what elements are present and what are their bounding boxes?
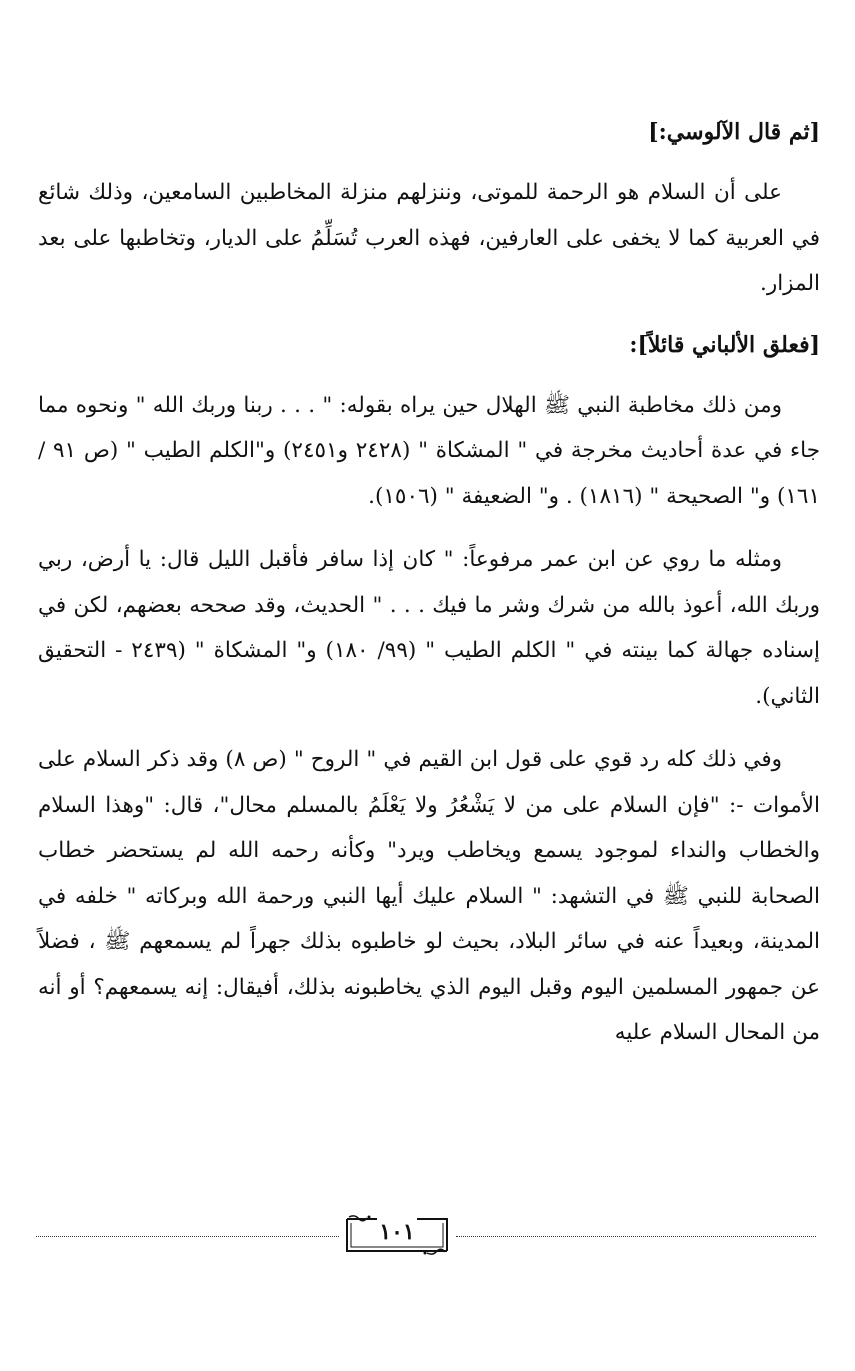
page-footer [36,1213,816,1263]
page-number: ١٠١ [379,1219,415,1245]
footer-divider-left [36,1236,339,1237]
paragraph-ibn-umar-hadith: ومثله ما روي عن ابن عمر مرفوعاً: " كان إذا سافر فأقبل الليل قال: يا أرض، ربي وربك الله، أعوذ بالله من شرك وشر ما فيك . . . " الحديث، وقد صححه بعضهم، لكن في إسناده جهالة كما بينته في " الكلم الطيب " (٩٩/ ١٨٠) و" المشكاة " (٢٤٣٩ - التحقيق الثاني). [38,547,821,709]
paragraph-ibn-qayyim-rebuttal: وفي ذلك كله رد قوي على قول ابن القيم في " الروح " (ص ٨) وقد ذكر السلام على الأموات -: "فإن السلام على من لا يَشْعُرُ ولا يَعْلَمُ بالمسلم محال"، قال: "وهذا السلام والخطاب والنداء لموجود يسمع ويخاطب ويرد" وكأنه رحمه الله لم يستحضر خطاب الصحابة للنبي ﷺ في التشهد: " السلام عليك أيها النبي ورحمة الله وبركاته " خلفه في المدينة، وبعيداً عنه في سائر البلاد، بحيث لو خاطبوه بذلك جهراً لم يسمعهم ﷺ ، فضلاً عن جمهور المسلمين اليوم وقبل اليوم الذي يخاطبونه بذلك، أفيقال: إنه يسمعهم؟ أو أنه من المحال السلام عليه [38,747,820,1045]
page-content [38,112,820,1074]
footer-divider-right [456,1236,816,1237]
page-number-frame [343,1213,451,1257]
section-heading-albani: [فعلق الألباني قائلاً]: [629,331,820,358]
section-heading-alusi: [ثم قال الآلوسي:] [648,119,820,145]
paragraph-moon-address: ومن ذلك مخاطبة النبي ﷺ الهلال حين يراه بقوله: " . . . ربنا وربك الله " ونحوه مما جاء في عدة أحاديث مخرجة في " المشكاة " (٢٤٢٨ و٢٤٥١) و"الكلم الطيب " (ص ٩١ / ١٦١) و" الصحيحة " (١٨١٦) . و" الضعيفة " (١٥٠٦). [38,392,821,509]
paragraph-alusi-quote: على أن السلام هو الرحمة للموتى، وننزلهم منزلة المخاطبين السامعين، وذلك شائع في العربية كما لا يخفى على العارفين، فهذه العرب تُسَلِّمُ على الديار، وتخاطبها على بعد المزار. [38,180,820,296]
